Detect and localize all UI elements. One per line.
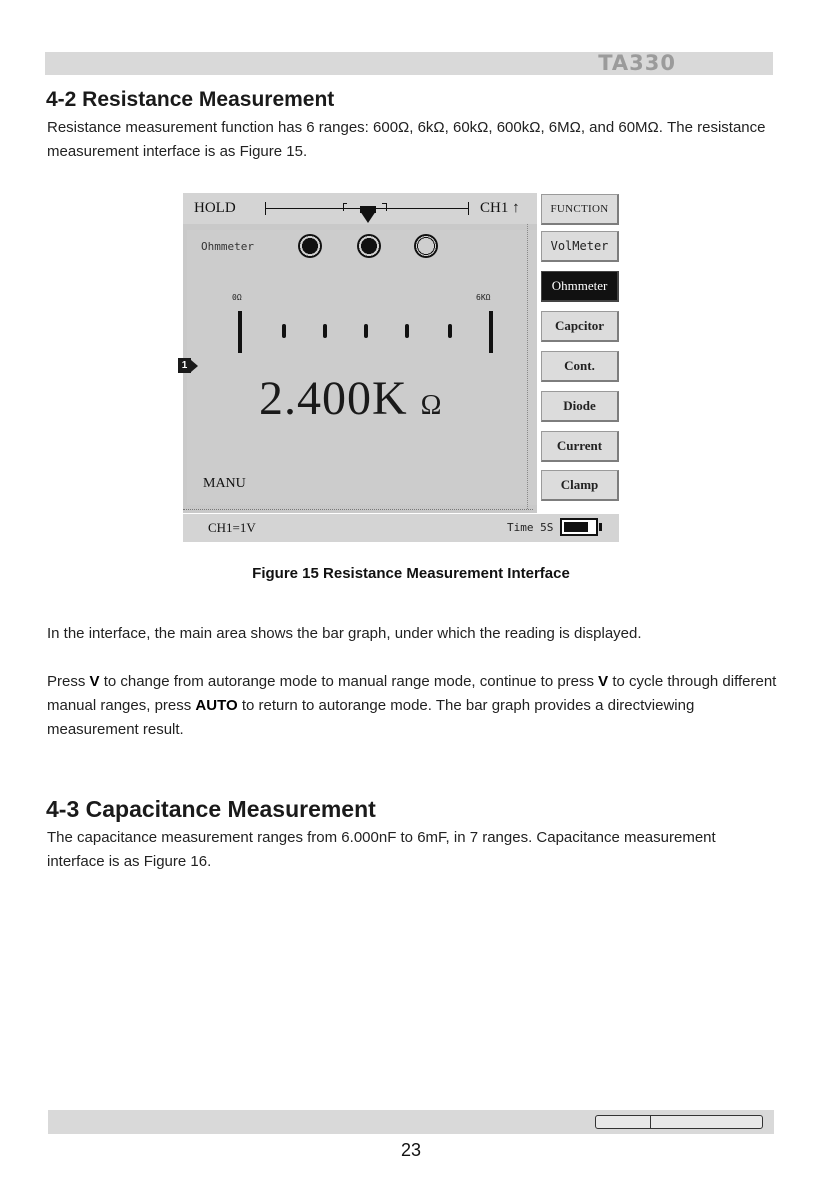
track-bracket-right-top (382, 203, 386, 204)
voltmeter-button[interactable]: VolMeter (541, 231, 619, 262)
marker-arrow-icon (191, 360, 198, 372)
indicator-filled-icon (357, 234, 381, 258)
footer-tab-box (595, 1115, 763, 1129)
resistance-intro: Resistance measurement function has 6 ranges: 600Ω, 6kΩ, 60kΩ, 600kΩ, 6MΩ, and 60MΩ. The resistance measurement interface is as Figure 15. (47, 119, 766, 160)
key-v: V (89, 673, 100, 690)
function-button[interactable]: FUNCTION (541, 194, 619, 225)
bar-graph-start-mark (238, 311, 242, 353)
meter-screen (183, 193, 537, 513)
scale-high-label: 6KΩ (476, 293, 491, 302)
track-end-left (265, 202, 266, 215)
page-number: 23 (400, 1140, 422, 1160)
screen-top-bar (183, 193, 537, 224)
hold-label: HOLD (194, 200, 236, 216)
range-mode-label: MANU (203, 476, 246, 491)
brand-logo: TA330 (598, 51, 676, 75)
current-button[interactable]: Current (541, 431, 619, 462)
battery-icon (560, 518, 598, 536)
range-instructions: Press V to change from autorange mode to manual range mode, continue to press V to cycle through different manual ranges, press AUTO to return to autorange mode. The bar graph provides a directviewing measurement result. (47, 673, 777, 738)
indicator-empty-icon (414, 234, 438, 258)
trigger-marker-icon (360, 211, 376, 223)
footer-tab-divider (650, 1115, 651, 1129)
reading-display (259, 373, 442, 432)
time-status: Time 5S (507, 521, 554, 534)
screen-divider-horizontal (183, 509, 533, 510)
bar-graph-tick (364, 324, 368, 338)
bar-graph-tick (282, 324, 286, 338)
reading-value: 2.400K (259, 372, 408, 425)
figure-caption: Figure 15 Resistance Measurement Interface (252, 565, 570, 582)
section-heading-capacitance: 4-3 Capacitance Measurement (46, 796, 376, 822)
ground-marker-icon: 1 (178, 358, 191, 373)
reading-unit: Ω (420, 390, 443, 421)
bar-graph-tick (323, 324, 327, 338)
mode-label: Ohmmeter (201, 240, 254, 253)
bar-graph-tick (448, 324, 452, 338)
measurement-area (187, 230, 537, 505)
channel-status: CH1=1V (208, 520, 256, 535)
key-auto: AUTO (195, 697, 238, 714)
screen-divider-vertical (527, 224, 528, 509)
bar-graph-end-mark (489, 311, 493, 353)
key-v: V (598, 673, 609, 690)
scale-low-label: 0Ω (232, 293, 242, 302)
track-end-right (468, 202, 469, 215)
ohmmeter-button[interactable]: Ohmmeter (541, 271, 619, 302)
capacitance-intro: The capacitance measurement ranges from 6.000nF to 6mF, in 7 ranges. Capacitance measurement interface is as Figure 16. (47, 829, 716, 870)
status-bar (183, 514, 619, 542)
capacitor-button[interactable]: Capcitor (541, 311, 619, 342)
indicator-filled-icon (298, 234, 322, 258)
interface-description: In the interface, the main area shows the bar graph, under which the reading is displayed. (47, 625, 642, 642)
bar-graph-tick (405, 324, 409, 338)
channel-label: CH1 ↑ (480, 200, 520, 216)
track-bracket-left-top (343, 203, 347, 204)
continuity-button[interactable]: Cont. (541, 351, 619, 382)
battery-tip (599, 523, 602, 531)
track-bracket-right (386, 203, 387, 211)
battery-level (564, 522, 588, 532)
track-bracket-left (343, 203, 344, 211)
section-heading-resistance: 4-2 Resistance Measurement (46, 88, 335, 111)
diode-button[interactable]: Diode (541, 391, 619, 422)
clamp-button[interactable]: Clamp (541, 470, 619, 501)
